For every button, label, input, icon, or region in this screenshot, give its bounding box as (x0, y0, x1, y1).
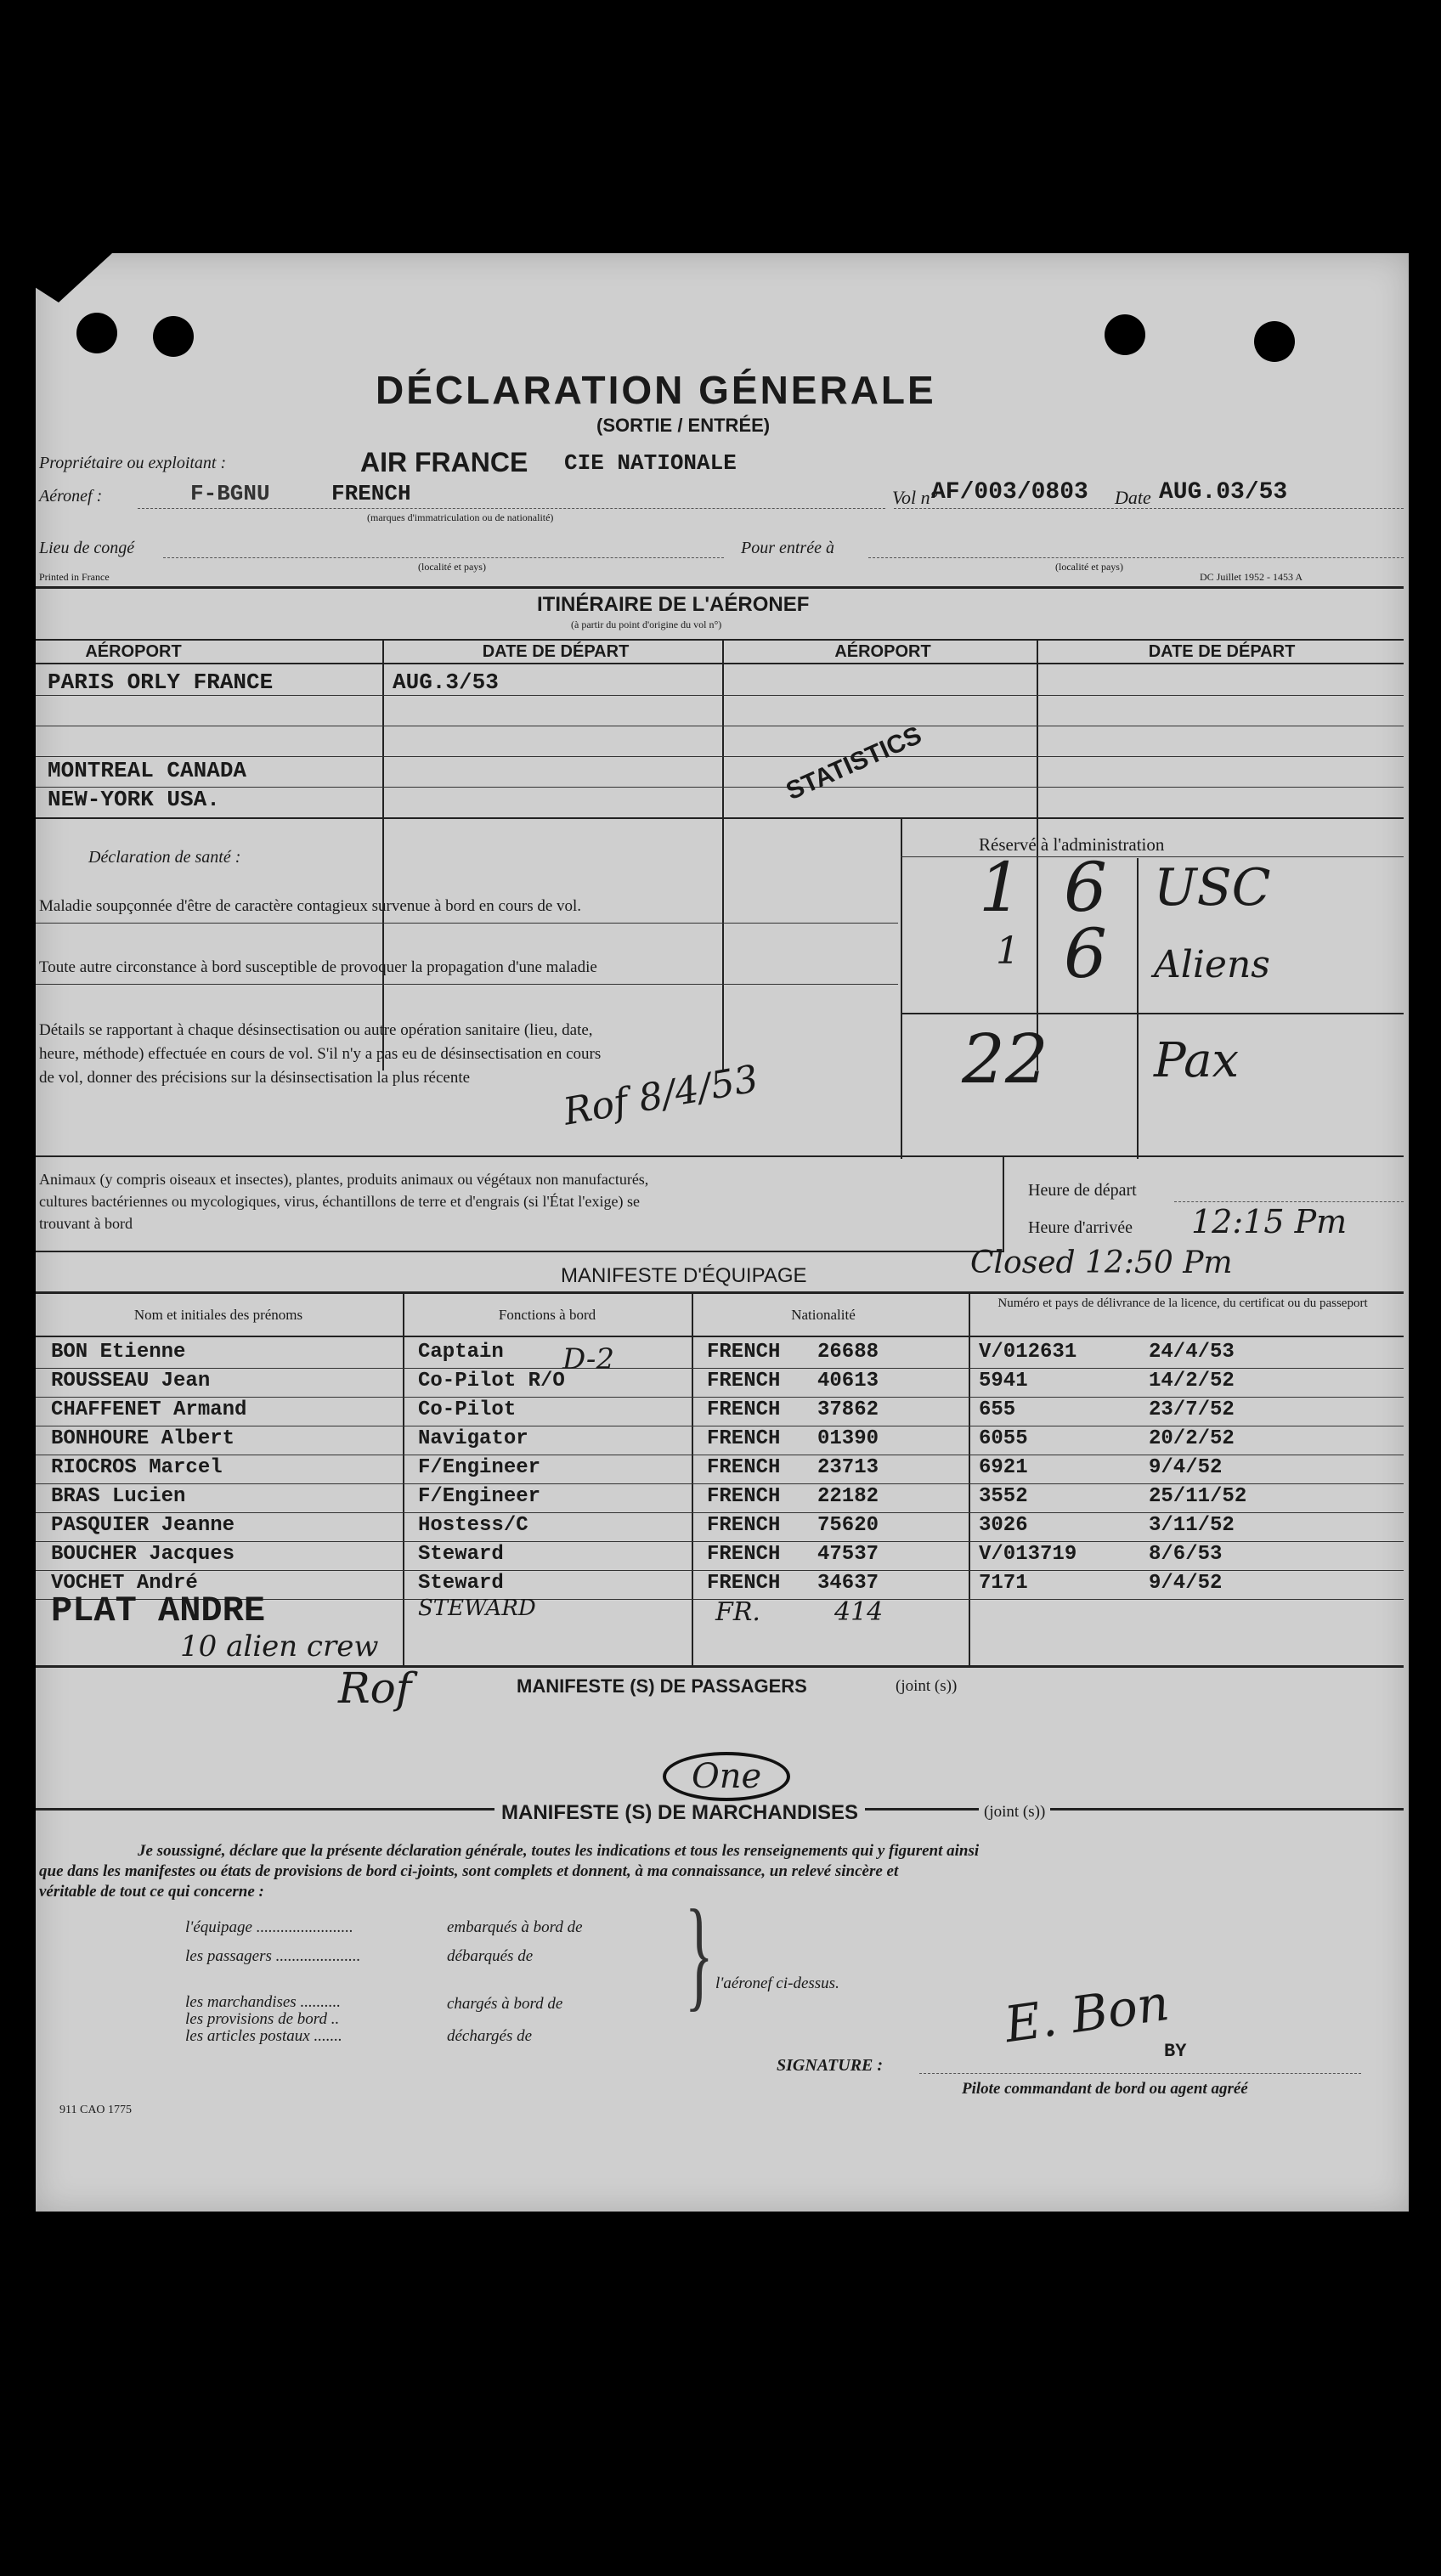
declaration-unloaded: déchargés de (447, 2027, 533, 2045)
crew-row-line (36, 1397, 1404, 1398)
locality-note-2: (localité et pays) (1055, 561, 1123, 573)
owner-value-2: CIE NATIONALE (564, 450, 737, 476)
declaration-passengers: les passagers ..................... (185, 1947, 361, 1965)
animals-line-2: cultures bactériennes ou mycologiques, virus, échantillons de terre et d'engrais (si l'État l'exige) se (39, 1193, 641, 1210)
col-airport-2: AÉROPORT (834, 642, 931, 661)
signature-label: SIGNATURE : (777, 2056, 884, 2075)
itinerary-title: ITINÉRAIRE DE L'AÉRONEF (537, 593, 810, 616)
health-line-3c: de vol, donner des précisions sur la désinsectisation la plus récente (39, 1069, 471, 1087)
date-label: Date (1115, 487, 1151, 508)
footer-code: 911 CAO 1775 (59, 2104, 133, 2116)
declaration-embarked: embarqués à bord de (447, 1918, 583, 1936)
form-title: DÉCLARATION GÉNERALE (376, 368, 936, 412)
crew-title: MANIFESTE D'ÉQUIPAGE (561, 1264, 807, 1287)
passengers-count: One (663, 1752, 790, 1801)
crew-name: CHAFFENET Armand (51, 1398, 247, 1421)
crew-name: VOCHET André (51, 1572, 198, 1595)
printed-note: Printed in France (39, 571, 110, 583)
crew-hand-function: STEWARD (418, 1596, 536, 1621)
passengers-hand-signature: Rof (338, 1664, 412, 1713)
closed-time-value: Closed 12:50 Pm (970, 1246, 1233, 1280)
crew-license: 6921 (979, 1456, 1028, 1479)
aircraft-note: (marques d'immatriculation ou de nationalité) (367, 511, 554, 523)
crew-function: Captain (418, 1341, 504, 1364)
passengers-joint: (joint (s)) (896, 1677, 958, 1695)
crew-license-date: 14/2/52 (1149, 1370, 1235, 1393)
form-reference: DC Juillet 1952 - 1453 A (1200, 571, 1303, 583)
crew-function: F/Engineer (418, 1485, 541, 1508)
declaration-text-2: que dans les manifestes ou états de provisions de bord ci-joints, sont complets et donnent, à ma connaissance, un relevé sincère et (39, 1862, 899, 1880)
punch-hole (76, 313, 117, 353)
crew-name: RIOCROS Marcel (51, 1456, 223, 1479)
crew-license-date: 9/4/52 (1149, 1572, 1223, 1595)
crew-nationality-number: 75620 (817, 1514, 879, 1537)
crew-nationality: FRENCH (707, 1514, 781, 1537)
aircraft-nationality: FRENCH (331, 481, 411, 506)
health-line-2: Toute autre circonstance à bord susceptible de provoquer la propagation d'une maladie (39, 958, 597, 976)
crew-license-date: 8/6/53 (1149, 1543, 1223, 1566)
health-line-3b: heure, méthode) effectuée en cours de vol. S'il n'y a pas eu de désinsectisation en cours (39, 1045, 602, 1063)
crew-nationality-number: 40613 (817, 1370, 879, 1393)
declaration-text-3: véritable de tout ce qui concerne : (39, 1883, 264, 1901)
punch-hole (1254, 321, 1295, 362)
crew-nationality: FRENCH (707, 1456, 781, 1479)
crew-col-name: Nom et initiales des prénoms (133, 1307, 303, 1323)
admin-r2-c: Aliens (1154, 943, 1270, 986)
declaration-stores: les provisions de bord .. (185, 2010, 340, 2028)
admin-r1-c: USC (1154, 858, 1271, 918)
declaration-crew: l'équipage ........................ (185, 1918, 353, 1936)
crew-name: BOUCHER Jacques (51, 1543, 235, 1566)
crew-function: Co-Pilot (418, 1398, 517, 1421)
crew-license-date: 25/11/52 (1149, 1485, 1247, 1508)
departure-place-label: Lieu de congé (39, 539, 135, 557)
admin-title: Réservé à l'administration (979, 834, 1165, 855)
crew-nationality: FRENCH (707, 1485, 781, 1508)
crew-hand-number: 414 (834, 1597, 884, 1627)
crew-license: 7171 (979, 1572, 1028, 1595)
crew-name: ROUSSEAU Jean (51, 1370, 211, 1393)
crew-nationality: FRENCH (707, 1572, 781, 1595)
torn-corner (36, 253, 112, 302)
crew-function: Steward (418, 1572, 504, 1595)
health-line-1: Maladie soupçonnée d'être de caractère contagieux survenue à bord en cours de vol. (39, 897, 582, 915)
punch-hole (1105, 314, 1145, 355)
declaration-form (36, 253, 1409, 2212)
crew-name: BON Etienne (51, 1341, 186, 1364)
departure-time-label: Heure de départ (1028, 1181, 1137, 1200)
crew-license: V/013719 (979, 1543, 1077, 1566)
crew-hand-note: 10 alien crew (180, 1630, 379, 1664)
form-subtitle: (SORTIE / ENTRÉE) (596, 415, 771, 436)
crew-nationality: FRENCH (707, 1398, 781, 1421)
crew-function: Steward (418, 1543, 504, 1566)
admin-r3-c: Pax (1154, 1033, 1240, 1088)
crew-row-line (36, 1483, 1404, 1484)
admin-r2-b: 6 (1064, 914, 1107, 993)
crew-name: PASQUIER Jeanne (51, 1514, 235, 1537)
crew-nationality-number: 47537 (817, 1543, 879, 1566)
health-line-3a: Détails se rapportant à chaque désinsectisation ou autre opération sanitaire (lieu, date, (39, 1021, 593, 1039)
aircraft-registration: F-BGNU (190, 481, 270, 506)
col-departure-date-2: DATE DE DÉPART (1148, 642, 1296, 661)
crew-nationality-number: 01390 (817, 1427, 879, 1450)
punch-hole (153, 316, 194, 357)
crew-license: 3026 (979, 1514, 1028, 1537)
animals-line-3: trouvant à bord (39, 1215, 133, 1232)
crew-license-date: 3/11/52 (1149, 1514, 1235, 1537)
owner-label: Propriétaire ou exploitant : (39, 454, 227, 472)
signature-by: BY (1164, 2041, 1187, 2062)
itinerary-airport-1: PARIS ORLY FRANCE (48, 669, 274, 695)
crew-function: F/Engineer (418, 1456, 541, 1479)
cargo-joint: (joint (s)) (979, 1803, 1050, 1822)
declaration-brace: } (685, 1886, 714, 2024)
crew-nationality-number: 22182 (817, 1485, 879, 1508)
arrival-time-value: 12:15 Pm (1191, 1203, 1348, 1240)
health-title: Déclaration de santé : (88, 848, 241, 867)
locality-note: (localité et pays) (418, 561, 486, 573)
crew-col-nationality: Nationalité (791, 1307, 856, 1323)
crew-nationality-number: 26688 (817, 1341, 879, 1364)
crew-row-line (36, 1368, 1404, 1369)
crew-nationality-number: 37862 (817, 1398, 879, 1421)
col-airport: AÉROPORT (85, 642, 182, 661)
declaration-aircraft-above: l'aéronef ci-dessus. (715, 1974, 839, 1992)
crew-license: 6055 (979, 1427, 1028, 1450)
declaration-mail: les articles postaux ....... (185, 2027, 342, 2045)
itinerary-airport-3: NEW-YORK USA. (48, 787, 220, 812)
crew-function: Hostess/C (418, 1514, 528, 1537)
arrival-time-label: Heure d'arrivée (1028, 1218, 1133, 1237)
crew-nationality: FRENCH (707, 1427, 781, 1450)
crew-nationality-number: 34637 (817, 1572, 879, 1595)
declaration-loaded: chargés à bord de (447, 1995, 563, 2013)
crew-license-date: 24/4/53 (1149, 1341, 1235, 1364)
crew-function: Co-Pilot R/O (418, 1370, 565, 1393)
flight-label: Vol n° (892, 487, 938, 508)
itinerary-date-1: AUG.3/53 (393, 669, 499, 695)
crew-row-line (36, 1541, 1404, 1542)
crew-function: Navigator (418, 1427, 528, 1450)
owner-value: AIR FRANCE (360, 447, 528, 477)
entry-label: Pour entrée à (741, 539, 834, 557)
crew-nationality: FRENCH (707, 1370, 781, 1393)
health-handwritten: Rof 8/4/53 (560, 1057, 762, 1134)
crew-license: V/012631 (979, 1341, 1077, 1364)
admin-r3-a: 22 (962, 1020, 1048, 1099)
declaration-text-1: Je soussigné, déclare que la présente déclaration générale, toutes les indications et tous les renseignements qui y figurent ainsi (138, 1842, 980, 1860)
admin-r1-a: 1 (979, 848, 1022, 927)
captain-signature: E. Bon (1001, 1973, 1173, 2054)
crew-nationality-number: 23713 (817, 1456, 879, 1479)
aircraft-label: Aéronef : (39, 487, 103, 506)
pilot-label: Pilote commandant de bord ou agent agréé (962, 2080, 1248, 2098)
admin-r1-b: 6 (1064, 848, 1107, 927)
crew-hand-nationality: FR. (715, 1597, 760, 1627)
crew-license: 655 (979, 1398, 1016, 1421)
crew-license-date: 20/2/52 (1149, 1427, 1235, 1450)
declaration-disembarked: débarqués de (447, 1947, 534, 1965)
crew-license-date: 9/4/52 (1149, 1456, 1223, 1479)
cargo-title: MANIFESTE (S) DE MARCHANDISES (494, 1801, 865, 1825)
flight-number: AF/003/0803 (931, 479, 1088, 506)
crew-hand-d2: D-2 (562, 1342, 615, 1376)
crew-row-line (36, 1512, 1404, 1513)
passengers-title: MANIFESTE (S) DE PASSAGERS (517, 1675, 807, 1697)
crew-license: 3552 (979, 1485, 1028, 1508)
crew-col-function: Fonctions à bord (498, 1307, 596, 1323)
crew-col-license: Numéro et pays de délivrance de la licence, du certificat ou du passeport (997, 1296, 1368, 1310)
itinerary-airport-2: MONTREAL CANADA (48, 758, 247, 783)
crew-name: BONHOURE Albert (51, 1427, 235, 1450)
crew-nationality: FRENCH (707, 1341, 781, 1364)
statistics-stamp: STATISTICS (782, 720, 926, 806)
crew-nationality: FRENCH (707, 1543, 781, 1566)
admin-r2-a: 1 (996, 929, 1020, 973)
declaration-cargo: les marchandises .......... (185, 1993, 341, 2011)
crew-name: BRAS Lucien (51, 1485, 186, 1508)
crew-license: 5941 (979, 1370, 1028, 1393)
crew-row-line (36, 1570, 1404, 1571)
col-departure-date: DATE DE DÉPART (482, 642, 630, 661)
crew-hand-name: PLAT ANDRE (51, 1590, 266, 1631)
itinerary-subtitle: (à partir du point d'origine du vol n°) (571, 619, 722, 630)
crew-license-date: 23/7/52 (1149, 1398, 1235, 1421)
animals-line-1: Animaux (y compris oiseaux et insectes), plantes, produits animaux ou végétaux non manufacturés, (39, 1171, 649, 1188)
date-value: AUG.03/53 (1159, 479, 1288, 506)
